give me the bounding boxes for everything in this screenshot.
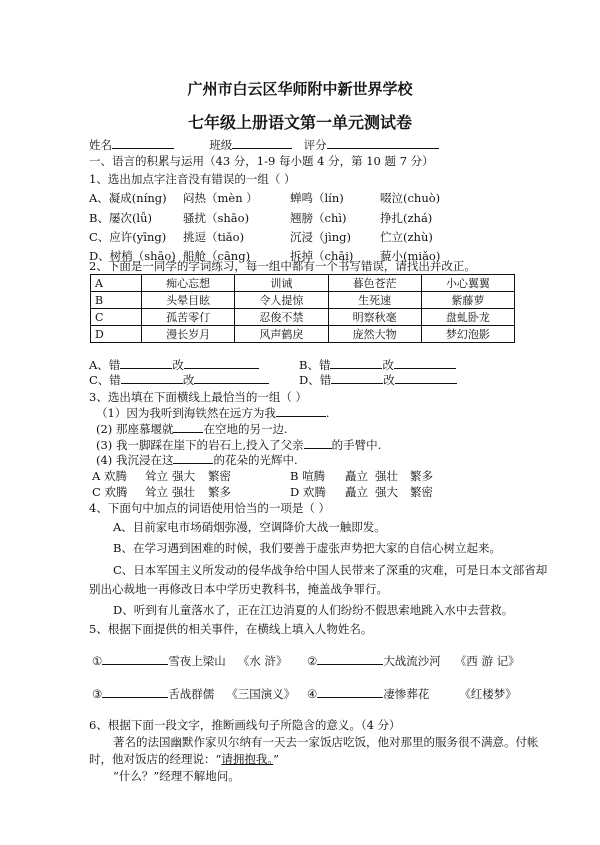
q3-option-word: 繁密 — [208, 469, 231, 483]
book-title: 《水 浒》 — [237, 654, 288, 668]
q5-stem: 5、根据下面提供的相关事件，在横线上填入人物姓名。 — [89, 622, 373, 636]
answer-blank[interactable] — [330, 357, 382, 369]
q1-option: 伫立(zhù) — [380, 230, 433, 244]
event-text: 雪夜上梁山 — [168, 654, 226, 668]
school-name: 广州市白云区华师附中新世界学校 — [187, 80, 413, 98]
table-row — [91, 309, 515, 326]
table-cell: A — [91, 275, 142, 292]
fill-blank[interactable] — [276, 405, 326, 417]
table-cell: C — [91, 309, 142, 326]
answer-label: 改 — [383, 373, 395, 387]
item-number: ④ — [307, 687, 318, 701]
table-cell: 风声鹤戾 — [235, 326, 328, 343]
sentence-tail: 的手臂中. — [331, 438, 382, 452]
q4-stem: 4、下面句中加点的词语使用恰当的一项是（ ） — [89, 501, 330, 515]
q1-stem: 1、选出加点字注音没有错误的一组（ ） — [89, 172, 296, 186]
table-cell: 紫藤萝 — [421, 292, 514, 309]
event-text: 凄惨葬花 — [383, 687, 430, 701]
q1-option: 藐小(miǎo) — [380, 249, 441, 263]
q3-option-word: D 欢腾 — [290, 485, 326, 499]
q1-option: 挣扎(zhá) — [380, 211, 433, 225]
name-label: 姓名 — [89, 138, 112, 152]
sentence-text: (4) 我沉浸在这 — [96, 453, 174, 467]
page-title: 七年级上册语文第一单元测试卷 — [187, 113, 412, 132]
q4-option-c: C、日本军国主义所发动的侵华战争给中国人民带来了深重的灾难，可是日本文部省却 — [113, 563, 548, 577]
q1-option: 啜泣(chuò) — [380, 191, 441, 205]
q1-option: B、屡次(lǚ) — [89, 211, 153, 225]
answer-blank[interactable] — [184, 357, 259, 369]
q6-passage-line: “什么？”经理不解地问。 — [113, 769, 240, 783]
q3-option-word: 强大 — [172, 469, 195, 483]
q2-answer-row — [89, 357, 259, 373]
q3-sentence — [96, 421, 288, 437]
item-number: ② — [307, 654, 318, 668]
q4-option-a: A、目前家电市场硝烟弥漫，空调降价大战一触即发。 — [113, 520, 386, 534]
section-1-heading: 一、语言的积累与运用（43 分，1-9 每小题 4 分，第 10 题 7 分） — [89, 154, 434, 168]
answer-label: B、错 — [299, 358, 331, 372]
q5-item — [92, 653, 287, 669]
q1-option: 船舱（cāng) — [183, 249, 251, 263]
table-cell: D — [91, 326, 142, 343]
q3-option-word: C 欢腾 — [92, 485, 128, 499]
passage-text: 时，他对饭店的经理说：“ — [89, 752, 222, 766]
q3-option-word: 繁密 — [410, 485, 433, 499]
table-cell: 痴心忘想 — [142, 275, 235, 292]
q3-sentence — [96, 437, 381, 453]
table-row — [91, 326, 515, 343]
sentence-tail: 的花朵的光辉中. — [213, 453, 298, 467]
item-number: ③ — [92, 687, 103, 701]
table-cell: 漫长岁月 — [142, 326, 235, 343]
answer-blank[interactable] — [194, 372, 269, 384]
name-blank[interactable] — [102, 653, 168, 665]
class-blank[interactable] — [232, 137, 292, 149]
q1-option: 骚扰（shāo) — [183, 211, 250, 225]
q3-option-word: B 喧腾 — [290, 469, 326, 483]
q3-option-word: 繁多 — [208, 485, 231, 499]
q3-option-word: 矗立 — [345, 485, 368, 499]
name-blank[interactable] — [317, 653, 383, 665]
q4-option-d: D、听到有儿童落水了，正在江边消夏的人们纷纷不假思索地跳入水中去营救。 — [113, 603, 514, 617]
table-cell: 孤苦零仃 — [142, 309, 235, 326]
answer-blank[interactable] — [331, 372, 383, 384]
q5-item — [307, 686, 517, 702]
table-cell: B — [91, 292, 142, 309]
q1-option: 闷热（mèn ） — [183, 191, 258, 205]
q3-option-word: 强大 — [375, 485, 398, 499]
q1-option: C、应许(yīng) — [89, 230, 167, 244]
answer-label: A、错 — [89, 358, 121, 372]
q3-sentence — [96, 405, 329, 421]
sentence-text: (2) 那座慕堰就 — [96, 422, 174, 436]
q4-option-b: B、在学习遇到困难的时候，我们要善于虚张声势把大家的自信心树立起来。 — [113, 541, 501, 555]
answer-blank[interactable] — [120, 357, 172, 369]
answer-blank[interactable] — [395, 372, 457, 384]
q1-option: 沉浸（jìng) — [290, 230, 351, 244]
info-line — [89, 137, 439, 153]
q6-stem: 6、根据下面一段文字，推断画线句子所隐含的意义。（4 分） — [89, 718, 401, 732]
table-cell: 明察秋毫 — [328, 309, 421, 326]
q2-word-table — [90, 274, 515, 343]
answer-blank[interactable] — [394, 357, 456, 369]
q5-item — [92, 686, 295, 702]
q3-option-word: 耸立 — [145, 485, 168, 499]
table-cell: 庞然大物 — [328, 326, 421, 343]
name-blank[interactable] — [102, 686, 168, 698]
item-number: ① — [92, 654, 103, 668]
name-blank[interactable] — [317, 686, 383, 698]
q3-option-word: A 欢腾 — [92, 469, 127, 483]
q2-answer-row — [299, 372, 457, 388]
table-cell: 忍俊不禁 — [235, 309, 328, 326]
q1-option: 蝉鸣（lín) — [290, 191, 344, 205]
table-cell: 小心翼翼 — [421, 275, 514, 292]
q4-option-c-cont: 别出心裁地一再修改日本中学历史教科书，掩盖战争罪行。 — [89, 582, 388, 596]
table-cell: 盘虬卧龙 — [421, 309, 514, 326]
sentence-text: (3) 我一脚踩在崖下的岩石上,投入了父亲 — [96, 438, 304, 452]
table-cell: 训诫 — [235, 275, 328, 292]
table-row — [91, 275, 515, 292]
q1-option: 翘膀（chì) — [290, 211, 347, 225]
q5-item — [307, 653, 520, 669]
score-label: 评分 — [303, 138, 327, 152]
q3-option-word: 矗立 — [345, 469, 368, 483]
q2-stem: 2、下面是一同学的字词练习，每一组中都有一个书写错误，请找出并改正。 — [89, 259, 476, 273]
q6-passage-line — [89, 751, 279, 767]
table-row — [91, 292, 515, 309]
sentence-tail: . — [325, 406, 330, 420]
book-title: 《红楼梦》 — [459, 687, 517, 701]
answer-label: 改 — [182, 373, 195, 387]
answer-blank[interactable] — [121, 372, 183, 384]
underlined-sentence: 请拥抱我。 — [221, 752, 274, 766]
class-label: 班级 — [209, 138, 233, 152]
q1-option: 挑逗（tiǎo) — [183, 230, 245, 244]
sentence-text: （1）因为我听到海铁然在远方为我 — [96, 406, 276, 420]
table-cell: 梦幻泡影 — [421, 326, 514, 343]
q3-option-word: 强壮 — [375, 469, 398, 483]
q2-answer-row — [89, 372, 269, 388]
table-cell: 生死速 — [328, 292, 421, 309]
q3-option-word: 繁多 — [410, 469, 433, 483]
q1-option: D、树梢（shāo) — [89, 249, 176, 263]
table-cell: 暮色苍茫 — [328, 275, 421, 292]
q3-option-word: 强壮 — [172, 485, 195, 499]
fill-blank[interactable] — [173, 421, 203, 433]
q6-passage-line: 著名的法国幽默作家贝尔纳有一天去一家饭店吃饭，他对那里的服务很不满意。付帐 — [113, 735, 539, 749]
answer-label: 改 — [382, 358, 394, 372]
sentence-tail: 在空地的另一边. — [203, 422, 288, 436]
answer-label: D、错 — [299, 373, 332, 387]
table-cell: 令人提惊 — [235, 292, 328, 309]
book-title: 《西 游 记》 — [454, 654, 520, 668]
table-cell: 头晕目眩 — [142, 292, 235, 309]
event-text: 大战流沙河 — [383, 654, 441, 668]
answer-label: C、错 — [89, 373, 121, 387]
event-text: 舌战群儒 — [168, 687, 215, 701]
answer-label: 改 — [172, 358, 184, 372]
q3-sentence — [96, 452, 298, 468]
fill-blank[interactable] — [173, 452, 213, 464]
q3-option-word: 耸立 — [145, 469, 168, 483]
q1-option: A、凝成(níng) — [89, 191, 167, 205]
q1-option: 拆掉（chāi) — [290, 249, 354, 263]
book-title: 《三国演义》 — [226, 687, 296, 701]
q2-answer-row — [299, 357, 456, 373]
score-blank[interactable] — [327, 137, 439, 149]
name-blank[interactable] — [112, 137, 174, 149]
passage-text: ” — [273, 752, 280, 766]
q3-stem: 3、选出填在下面横线上最恰当的一组（ ） — [89, 390, 307, 404]
fill-blank[interactable] — [304, 437, 332, 449]
